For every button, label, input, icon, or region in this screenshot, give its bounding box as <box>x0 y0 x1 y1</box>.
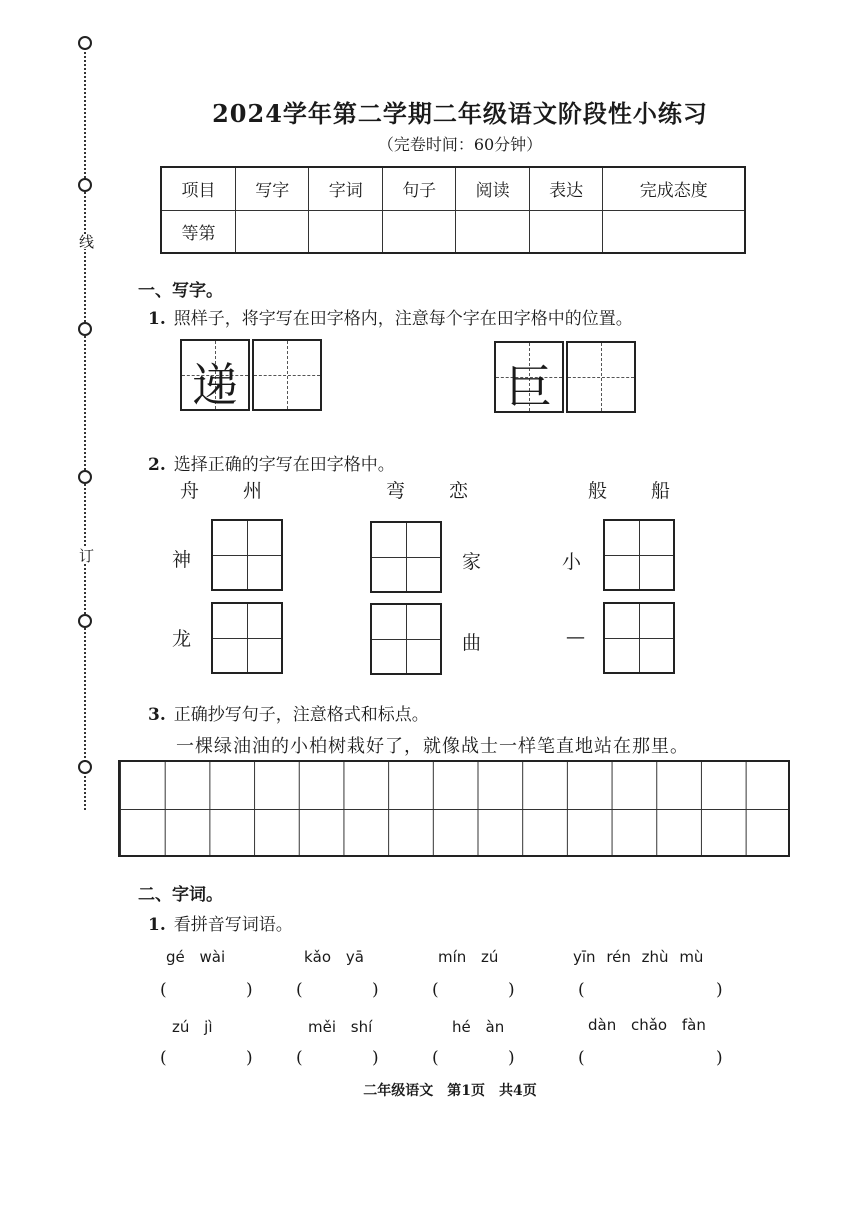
pinyin: hé àn <box>452 1018 505 1036</box>
pinyin: dàn chǎo fàn <box>588 1016 706 1034</box>
answer-paren-close: ) <box>508 980 515 1000</box>
question-2-1 <box>148 910 293 935</box>
pinyin: kǎo yā <box>304 948 364 966</box>
question-number: 1. <box>148 915 166 935</box>
grade-input-cell[interactable] <box>235 210 308 253</box>
pinyin: zú jì <box>172 1018 213 1036</box>
grade-input-cell[interactable] <box>382 210 455 253</box>
sample-char: 递 <box>192 358 238 412</box>
grade-input-cell[interactable] <box>529 210 602 253</box>
grade-cell: 完成态度 <box>603 167 745 210</box>
answer-paren-close: ) <box>246 980 253 1000</box>
question-text: 选择正确的字写在田字格中。 <box>173 455 395 475</box>
grade-table-row <box>161 167 745 210</box>
binding-hole <box>78 322 92 336</box>
grade-input-cell[interactable] <box>309 210 382 253</box>
grade-cell: 表达 <box>529 167 602 210</box>
answer-paren-close: ) <box>372 1048 379 1068</box>
binding-hole <box>78 614 92 628</box>
grade-cell: 句子 <box>382 167 455 210</box>
binding-hole <box>78 36 92 50</box>
pinyin: yīn rén zhù mù <box>573 948 704 966</box>
answer-paren-open: ( <box>432 1048 439 1068</box>
time-limit: （完卷时间：60分钟） <box>377 135 543 154</box>
pinyin: mín zú <box>438 948 499 966</box>
grade-cell: 等第 <box>161 210 235 253</box>
tianzige-box[interactable] <box>211 602 283 674</box>
copy-writing-grid[interactable] <box>118 760 790 857</box>
grade-cell: 阅读 <box>456 167 529 210</box>
binding-hole <box>78 470 92 484</box>
binding-char-ding: 订 <box>77 548 95 563</box>
grade-input-cell[interactable] <box>456 210 529 253</box>
grade-cell: 字词 <box>309 167 382 210</box>
answer-paren-open: ( <box>296 1048 303 1068</box>
copy-sentence: 一棵绿油油的小柏树栽好了，就像战士一样笔直地站在那里。 <box>176 736 689 757</box>
answer-paren-open: ( <box>578 980 585 1000</box>
answer-paren-open: ( <box>160 1048 167 1068</box>
answer-paren-open: ( <box>160 980 167 1000</box>
word-label: 曲 <box>462 632 482 654</box>
answer-paren-open: ( <box>432 980 439 1000</box>
answer-paren-close: ) <box>508 1048 515 1068</box>
binding-hole <box>78 178 92 192</box>
grade-table <box>160 166 746 254</box>
question-number: 1. <box>148 309 166 329</box>
answer-paren-close: ) <box>716 980 723 1000</box>
page-title: 2024学年第二学期二年级语文阶段性小练习 <box>212 99 708 128</box>
word-label: — <box>566 626 585 648</box>
option-pair: 舟 州 <box>180 480 265 502</box>
pinyin: gé wài <box>166 948 226 966</box>
tianzige-box[interactable] <box>566 341 636 413</box>
tianzige-box[interactable] <box>211 519 283 591</box>
tianzige-box[interactable] <box>252 339 322 411</box>
option-pair: 般 船 <box>588 480 673 502</box>
question-number: 2. <box>148 455 166 475</box>
question-1-1 <box>148 304 633 329</box>
tianzige-box[interactable] <box>603 602 675 674</box>
tianzige-box[interactable] <box>603 519 675 591</box>
tianzige-box[interactable] <box>370 521 442 593</box>
answer-paren-close: ) <box>246 1048 253 1068</box>
option-pair: 弯 恋 <box>386 480 471 502</box>
answer-paren-close: ) <box>716 1048 723 1068</box>
tianzige-sample <box>494 341 564 413</box>
grade-cell: 写字 <box>235 167 308 210</box>
question-number: 3. <box>148 705 166 725</box>
tianzige-box[interactable] <box>370 603 442 675</box>
binding-hole <box>78 760 92 774</box>
tianzige-sample <box>180 339 250 411</box>
section-heading-words: 二、字词。 <box>138 885 223 905</box>
section-heading-writing: 一、写字。 <box>138 281 223 301</box>
answer-paren-close: ) <box>372 980 379 1000</box>
grade-table-row <box>161 210 745 253</box>
pinyin: měi shí <box>308 1018 373 1036</box>
question-1-3 <box>148 700 429 725</box>
grade-cell: 项目 <box>161 167 235 210</box>
binding-dotted-line <box>84 40 86 810</box>
word-label: 神 <box>172 549 192 571</box>
word-label: 龙 <box>172 628 192 650</box>
answer-paren-open: ( <box>296 980 303 1000</box>
question-text: 照样子，将字写在田字格内，注意每个字在田字格中的位置。 <box>173 309 633 329</box>
sample-char: 巨 <box>506 360 552 414</box>
word-label: 家 <box>462 551 482 573</box>
page-footer: 二年级语文 第1页 共4页 <box>363 1083 537 1099</box>
question-1-2 <box>148 450 395 475</box>
question-text: 正确抄写句子，注意格式和标点。 <box>173 705 429 725</box>
binding-char-xian: 线 <box>77 234 95 249</box>
answer-paren-open: ( <box>578 1048 585 1068</box>
word-label: 小 <box>562 551 582 573</box>
grade-input-cell[interactable] <box>603 210 745 253</box>
question-text: 看拼音写词语。 <box>173 915 293 935</box>
